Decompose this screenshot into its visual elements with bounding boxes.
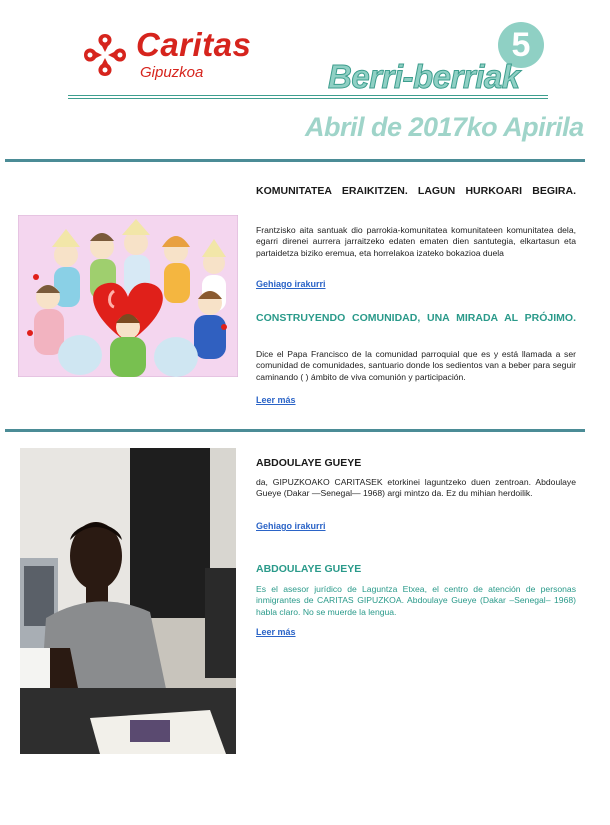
newsletter-date: Abril de 2017ko Apirila xyxy=(305,112,584,142)
section2-body-eu: da, GIPUZKOAKO CARITASEK etorkinei laguntzeko duen zentroan. Abdoulaye Gueye (Dakar —Senegal— 1968) argi mintzo da. Ez du mihian herdoilik. xyxy=(256,477,576,499)
header-rule xyxy=(68,95,548,96)
section2-heading-es: ABDOULAYE GUEYE xyxy=(256,563,362,575)
section2-body-es: Es el asesor jurídico de Laguntza Etxea, el centro de atención de personas inmigrantes de CARITAS GIPUZKOA. Abdoulaye Gueye (Dakar –Senegal– 1968) habla claro. No se muerde la lengua. xyxy=(256,584,576,617)
issue-number-badge: 5 xyxy=(498,22,544,68)
section2-heading-eu: ABDOULAYE GUEYE xyxy=(256,457,362,469)
newsletter-title: Berri-berriak xyxy=(328,58,520,95)
section-divider xyxy=(5,429,585,432)
section1-heading-eu: KOMUNITATEA ERAIKITZEN. LAGUN HURKOARI BEGIRA. xyxy=(256,185,576,197)
section2-read-more-eu-link[interactable]: Gehiago irakurri xyxy=(256,521,326,531)
section-divider xyxy=(5,159,585,162)
illustration-community-icon xyxy=(18,215,238,377)
org-name: Caritas xyxy=(136,26,252,63)
section1-heading-es: CONSTRUYENDO COMUNIDAD, UNA MIRADA AL PRÓJIMO. xyxy=(256,312,576,324)
section2-read-more-es-link[interactable]: Leer más xyxy=(256,627,296,637)
header-rule xyxy=(68,98,548,99)
section1-read-more-eu-link[interactable]: Gehiago irakurri xyxy=(256,279,326,289)
org-subname: Gipuzkoa xyxy=(140,64,204,81)
section1-read-more-es-link[interactable]: Leer más xyxy=(256,395,296,405)
caritas-cross-logo-icon xyxy=(80,30,130,80)
photo-portrait-icon xyxy=(20,448,236,754)
section1-body-es: Dice el Papa Francisco de la comunidad parroquial que es y está llamada a ser comunidad de comunidades, santuario donde los sedientos van a beber para seguir caminando ( ) ámbito de viva comunión y participación. xyxy=(256,349,576,382)
section1-body-eu: Frantzisko aita santuak dio parrokia-komunitatea komunitateen komunitatea dela, egarri direnei aurrera jarraitzeko edaten ematen dien santutegia, elkartasun eta partaidetza biziko eremua, eta horrelakoa izateko bokazioa duela xyxy=(256,225,576,258)
